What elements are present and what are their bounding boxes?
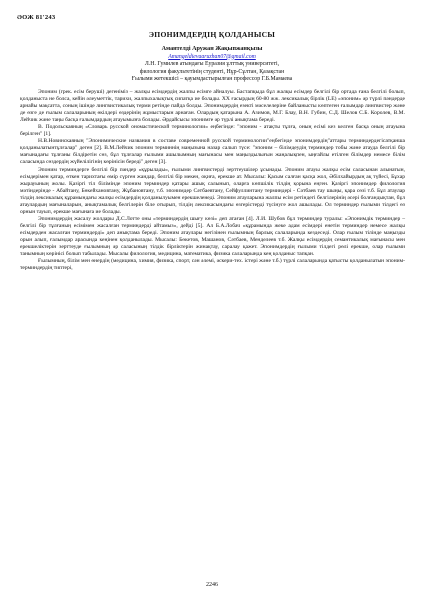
- author-name: Амантелді Аружан Жақыпжанқызы: [161, 46, 263, 52]
- article-title: ЭПОНИМДЕРДІҢ ҚОЛДАНЫСЫ: [148, 30, 276, 39]
- paragraph-5: Эпонимдердің жасалу жолдары Д.С.Лотте оны «терминдердің шығу көзі» деп атаған [4]. Л.И. Шубов бұл терминдер туралы: «Эпонимдік терминдер – белгілі бір тұлғаның есімімен жасалған терминдерді айтамыз», дейді [5]. Ал Б.А.Лобач «құрамында жеке адам есімдері енетін терминдер немесе жалқы есімдерден жасалған терминдерді» деп анықтама береді. Эпоним атаулары негізінен ғылымның барлық салаларында кездеседі. Олар ғылым тілінде маңызды орын алып, ғалымдар арасында кеңінен қолданылады. Мысалы: Бөкетов, Машанов, Сәтбаев, Менделеев т.б. Жалқы есімдердің семантикалық мағынасы мен ерекшеліктерін зерттеуде ғылымның әр саласының тілдік бірліктерін жинақтау, саралау қажет. Эпонимдердің ғылыми тілдегі рөлі ерекше, олар ғылыми танымның көрінісі болып табылады. Мысалы филология, медицина, математика, физика салаларында кең қолданыс тапқан.: [20, 215, 405, 258]
- affiliation-faculty: филология факультетінің студенті, Нұр-Сұлтан, Қазақстан: [139, 68, 285, 75]
- udc-code: ӘОЖ 81'243: [17, 14, 56, 21]
- paragraph-1: Эпоним (грек. есім беруші) дегеніміз – жалқы есімдердің жалпы есімге айналуы. Бастапқыда бұл жалқы есімдер белгілі бір ортада ғана белгілі болып, қолданыста не болса, кейін әлеуметтік, тарихи, жалпыхалықтық сипатқа ие болады. XX ғасырдың 60-80 жж. лексикалық бірлік (LE) «эпоним» әр түрлі пәндерде арнайы мақсатта, соның ішінде лингвистикалық терми ретінде пайда болды. Эпонимдердің езекті мәселелеріне байланысты көптеген ғалымдар лингвистер және де өзге де ғылым салаларының өкілдері өздерінің жұмыстарын арнаған. Олардың қатарына А. Азимов, М.Г. Блау, В.Н. Губин, С.Д. Шелов С.Б. Королев, В.М. Лейчик және таңы басқа ғалымдардың атауымызға болады. Әрдайсысы эпонимге әр түрлі анықтама береді.: [20, 89, 405, 124]
- affiliation-university: Л.Н. Гумилев атындағы Еуразия ұлттық университеті,: [144, 61, 280, 67]
- page-number: 2246: [206, 582, 218, 588]
- author-email-link[interactable]: Amangeldievaaruzhan07@gmail.com: [168, 53, 256, 60]
- paragraph-2: В. Подольскаяның «Словарь русской ономастической терминологии» еңбегінде: "эпоним - атақты тұлға, оның есімі кез келген басқа оның атауына берілген" [1].: [20, 124, 405, 138]
- paragraph-6: Ғылымның, білім мен өнердің (медицина, химия, физика, спорт, сән әлемі, әскери-тех. істері және т.б.) түрлі салаларында қатысты қолданылатын эпоним-терминдердің типтері,: [20, 258, 405, 272]
- article-body: [20, 89, 405, 272]
- paragraph-3: Н.В.Новинскаяның "Эпонимические названия в составе современной русской терминологии"еңбегінде эпонимдердің"аттары терминдердегісатқанша қолданылатынтұлғалар" деген [2]. В.М.Лейчик эпоним терминнің маңызына назар салып түсе: "эпоним – білімдеудің терминдер тобы және атауда белгілі бір мағынадағы тұлғаны білдіретін сөз, бұл тұлғалар ғылыми ашылымның мағынасы мен маңыздылығын жаңалықпен, ыңғайлы етілген білімдер немесе білім саласында сөздердің жүйелілігінің көрінісін береді" деген [3].: [20, 138, 405, 166]
- paragraph-4: Эпоним терминдерге белгілі бір пәндер «құрылады», ғылыми лингвистерді зерттеушілер ұсынады. Эпоним атауы жалқы есім саласынан алынатын, есімдерімен қатар, өткен тарихтағы өмір сүрген жандар, белгілі бір мекен, оқиға, ерекше ат. Мысалы: Қасым салған қасқа жол, Әбілхайырдың ақ түйесі, Бұхар жырауының жолы. Қазіргі тіл білімінде эпоним терминдер қатары ашық салынып, оларға көпшілік тілдің қорына еңген. Қазіргі эпонимдер филология мәтіндерінде - Абайтану, Бөкейхановтану, Жұбановтану, т.б. эпонимдер Сәтбаевтану, Сейфуллинтану терминдері - Сәтбаев тау шыңы, қара сөзі т.б. Бұл атаулар тілдің лексикалық құрамындағы жалқы есімдердің қолданылуымен ерекшеленеді. Эпоним атауларына жалпы есім ретіндегі белгілерінің әсері болғандықтан, бұл атаулардың мағыналарын, анықтамалық белгілерін біле отырып, тілдің лексикасындағы өзгерістерді түсінуге жол ашылады. Ол терминдер ғылыми тілдегі өз орнын тауып, ерекше мағынаға ие болады.: [20, 166, 405, 215]
- supervisor-line: Ғылыми жетекшісі – қауымдастырылған профессор Г.Б.Мамаева: [131, 76, 293, 82]
